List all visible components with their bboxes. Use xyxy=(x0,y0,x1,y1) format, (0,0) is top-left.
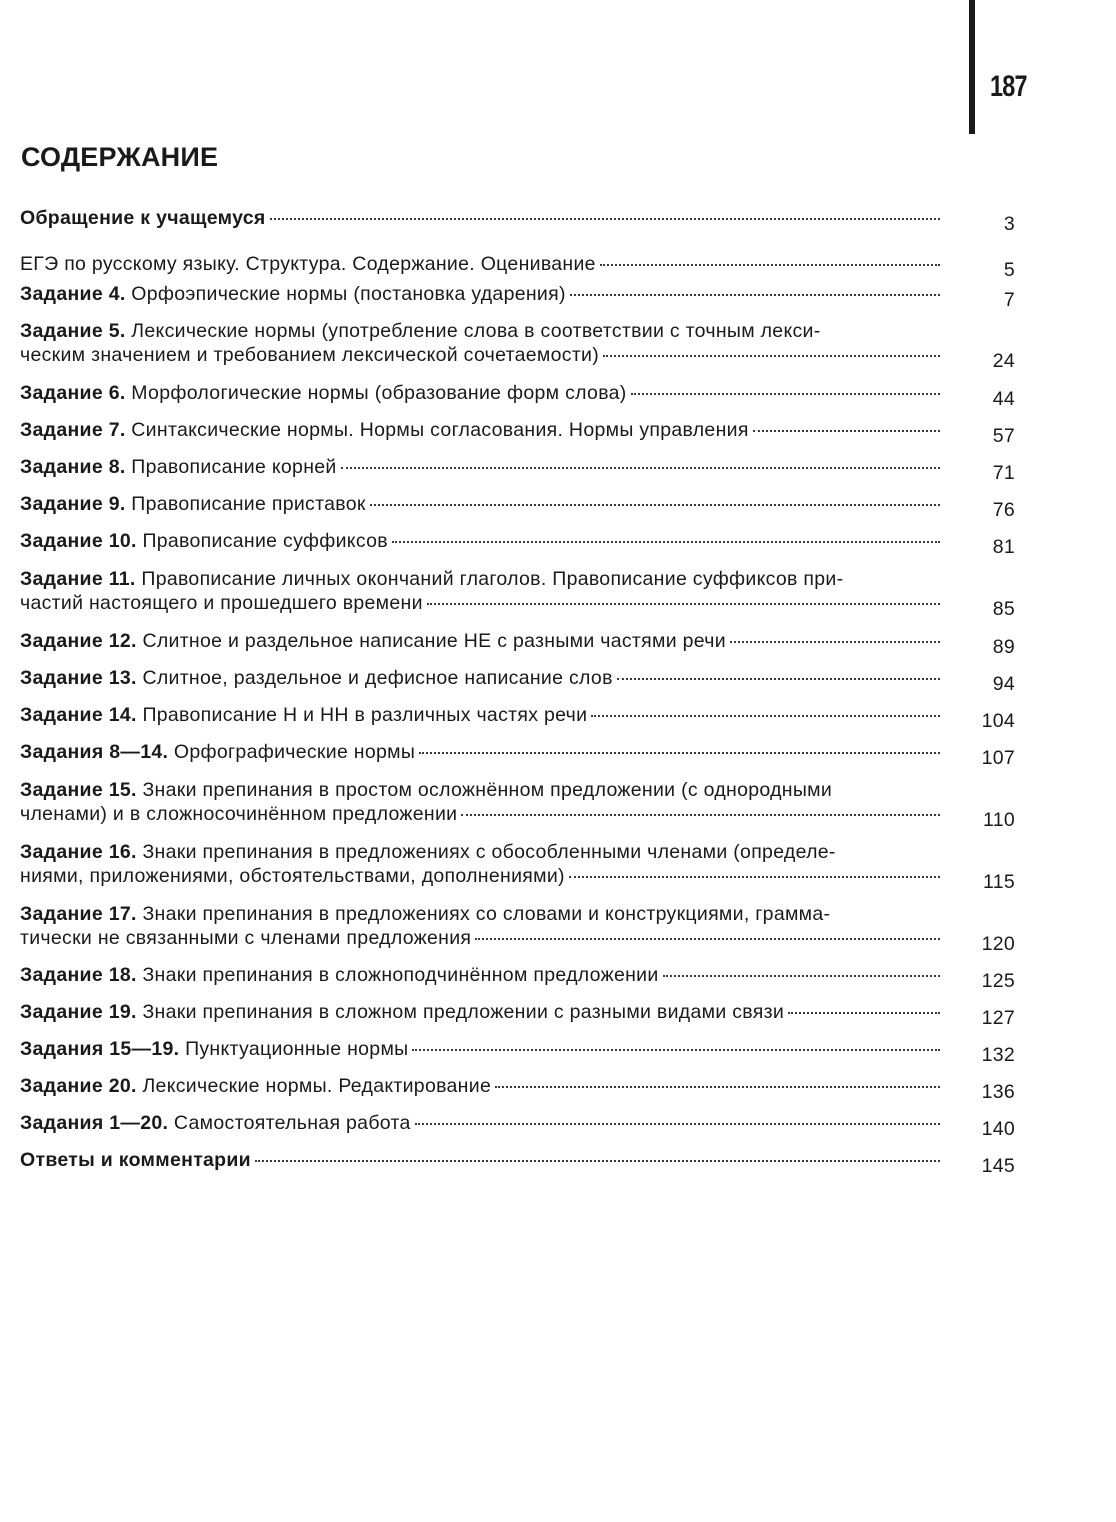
toc-entry-task-9[interactable] xyxy=(20,492,1020,521)
dot-leader xyxy=(255,1158,940,1162)
toc-entry-text: ческим значением и требованием лексической сочетаемости) xyxy=(20,344,600,366)
toc-entry-address-to-student[interactable] xyxy=(20,206,1020,235)
dot-leader xyxy=(788,1010,940,1014)
toc-entry-answers[interactable] xyxy=(20,1148,1020,1177)
toc-entry-page: 115 xyxy=(983,871,1015,893)
toc-entry-text: Знаки препинания в сложноподчинённом предложении xyxy=(142,964,659,986)
toc-entry-label: Задание 20. xyxy=(20,1075,137,1097)
toc-entry-task-6[interactable] xyxy=(20,381,1020,410)
toc-entry-page: 140 xyxy=(981,1118,1015,1140)
toc-entry-label: Задание 19. xyxy=(20,1001,137,1023)
toc-entry-label: Задание 10. xyxy=(20,530,137,552)
dot-leader xyxy=(603,353,940,357)
toc-entry-task-10[interactable] xyxy=(20,529,1020,558)
toc-entry-text: Орфографические нормы xyxy=(173,741,416,763)
toc-entry-page: 120 xyxy=(981,933,1015,955)
dot-leader xyxy=(495,1084,940,1088)
toc-entry-label: Задание 11. xyxy=(20,568,136,590)
toc-entry-label: Обращение к учащемуся xyxy=(20,207,266,229)
toc-entry-text: Самостоятельная работа xyxy=(173,1112,411,1134)
toc-entry-text: Пунктуационные нормы xyxy=(185,1038,409,1060)
dot-leader xyxy=(753,428,940,432)
toc-entry-text: Слитное, раздельное и дефисное написание слов xyxy=(142,667,613,689)
toc-entry-text: Орфоэпические нормы (постановка ударения) xyxy=(131,283,566,305)
toc-entry-page: 85 xyxy=(992,598,1015,620)
toc-entry-label: Задание 13. xyxy=(20,667,137,689)
toc-entry-label: Задание 8. xyxy=(20,456,126,478)
toc-entry-text: ЕГЭ по русскому языку. Структура. Содержание. Оценивание xyxy=(20,253,596,275)
toc-entry-task-15[interactable] xyxy=(20,778,1020,831)
toc-entry-task-14[interactable] xyxy=(20,703,1020,732)
dot-leader xyxy=(663,973,940,977)
dot-leader xyxy=(392,539,940,543)
toc-entry-page: 94 xyxy=(992,673,1015,695)
toc-entry-label: Задание 4. xyxy=(20,283,126,305)
page-number: 187 xyxy=(990,70,1027,103)
dot-leader xyxy=(600,262,940,266)
toc-entry-task-4[interactable] xyxy=(20,282,1020,311)
toc-entry-tasks-8-14[interactable] xyxy=(20,740,1020,769)
toc-entry-page: 125 xyxy=(981,970,1015,992)
toc-entry-task-7[interactable] xyxy=(20,418,1020,447)
toc-entry-text: Знаки препинания в предложениях со словами и конструкциями, грамма- xyxy=(142,903,831,925)
toc-entry-text: Морфологические нормы (образование форм слова) xyxy=(131,382,627,404)
toc-entry-text: Правописание личных окончаний глаголов. Правописание суффиксов при- xyxy=(141,568,844,590)
toc-entry-tasks-15-19[interactable] xyxy=(20,1037,1020,1066)
toc-entry-text: Знаки препинания в сложном предложении с разными видами связи xyxy=(142,1001,785,1023)
toc-entry-task-12[interactable] xyxy=(20,629,1020,658)
toc-entry-label: Задание 7. xyxy=(20,419,126,441)
toc-entry-label: Задания 15—19. xyxy=(20,1038,180,1060)
toc-entry-page: 107 xyxy=(981,747,1015,769)
toc-entry-page: 127 xyxy=(981,1007,1015,1029)
toc-entry-text: тически не связанными с членами предложения xyxy=(20,927,472,949)
toc-entry-page: 7 xyxy=(1003,289,1015,311)
dot-leader xyxy=(569,874,940,878)
toc-entry-label: Задание 18. xyxy=(20,964,137,986)
toc-entry-task-19[interactable] xyxy=(20,1000,1020,1029)
toc-entry-label: Задание 6. xyxy=(20,382,126,404)
toc-entry-text: Лексические нормы (употребление слова в соответствии с точным лекси- xyxy=(131,320,821,342)
toc-entry-text: Слитное и раздельное написание НЕ с разными частями речи xyxy=(142,630,726,652)
dot-leader xyxy=(412,1047,940,1051)
toc-entry-text: Правописание Н и НН в различных частях речи xyxy=(142,704,588,726)
toc-entry-text: ниями, приложениями, обстоятельствами, дополнениями) xyxy=(20,865,565,887)
toc-entry-label: Задания 1—20. xyxy=(20,1112,169,1134)
dot-leader xyxy=(631,391,940,395)
toc-entry-page: 3 xyxy=(1003,213,1015,235)
toc-entry-page: 136 xyxy=(981,1081,1015,1103)
toc-entry-exam-structure[interactable] xyxy=(20,252,1020,281)
toc-entry-text: частий настоящего и прошедшего времени xyxy=(20,592,423,614)
toc-entry-page: 89 xyxy=(992,636,1015,658)
dot-leader xyxy=(370,502,940,506)
toc-entry-text: Правописание суффиксов xyxy=(142,530,388,552)
toc-entry-label: Ответы и комментарии xyxy=(20,1149,251,1171)
toc-entry-page: 76 xyxy=(992,499,1015,521)
toc-entry-text: Знаки препинания в предложениях с обособленными членами (определе- xyxy=(142,841,836,863)
toc-entry-task-17[interactable] xyxy=(20,902,1020,955)
toc-entry-page: 81 xyxy=(992,536,1015,558)
toc-entry-label: Задание 5. xyxy=(20,320,126,342)
dot-leader xyxy=(617,676,940,680)
dot-leader xyxy=(419,750,940,754)
toc-entry-task-11[interactable] xyxy=(20,567,1020,620)
toc-entry-label: Задание 15. xyxy=(20,779,137,801)
toc-entry-page: 24 xyxy=(992,350,1015,372)
toc-entry-tasks-1-20[interactable] xyxy=(20,1111,1020,1140)
toc-entry-page: 57 xyxy=(992,425,1015,447)
toc-entry-page: 71 xyxy=(992,462,1015,484)
dot-leader xyxy=(730,639,940,643)
dot-leader xyxy=(591,713,940,717)
dot-leader xyxy=(415,1121,940,1125)
toc-entry-page: 132 xyxy=(981,1044,1015,1066)
dot-leader xyxy=(270,216,940,220)
toc-entry-page: 145 xyxy=(981,1155,1015,1177)
toc-entry-label: Задание 12. xyxy=(20,630,137,652)
dot-leader xyxy=(475,936,940,940)
toc-entry-task-13[interactable] xyxy=(20,666,1020,695)
toc-entry-task-8[interactable] xyxy=(20,455,1020,484)
dot-leader xyxy=(461,812,940,816)
toc-entry-text: Правописание корней xyxy=(131,456,337,478)
toc-entry-page: 5 xyxy=(1003,259,1015,281)
toc-entry-label: Задание 9. xyxy=(20,493,126,515)
dot-leader xyxy=(427,601,940,605)
toc-entry-page: 110 xyxy=(983,809,1015,831)
toc-entry-label: Задание 14. xyxy=(20,704,137,726)
toc-entry-text: Лексические нормы. Редактирование xyxy=(142,1075,492,1097)
toc-entry-text: Правописание приставок xyxy=(131,493,366,515)
toc-entry-label: Задания 8—14. xyxy=(20,741,169,763)
toc-entry-task-20[interactable] xyxy=(20,1074,1020,1103)
toc-entry-task-16[interactable] xyxy=(20,840,1020,893)
toc-entry-label: Задание 17. xyxy=(20,903,137,925)
toc-entry-label: Задание 16. xyxy=(20,841,137,863)
toc-entry-text: Знаки препинания в простом осложнённом предложении (с однородными xyxy=(142,779,833,801)
toc-title: СОДЕРЖАНИЕ xyxy=(21,142,219,172)
toc-entry-text: членами) и в сложносочинённом предложении xyxy=(20,803,458,825)
dot-leader xyxy=(341,465,940,469)
toc-entry-task-5[interactable] xyxy=(20,319,1020,372)
toc-entry-page: 104 xyxy=(981,710,1015,732)
toc-entry-page: 44 xyxy=(992,388,1015,410)
dot-leader xyxy=(570,292,940,296)
toc-entry-text: Синтаксические нормы. Нормы согласования. Нормы управления xyxy=(131,419,749,441)
toc-entry-task-18[interactable] xyxy=(20,963,1020,992)
